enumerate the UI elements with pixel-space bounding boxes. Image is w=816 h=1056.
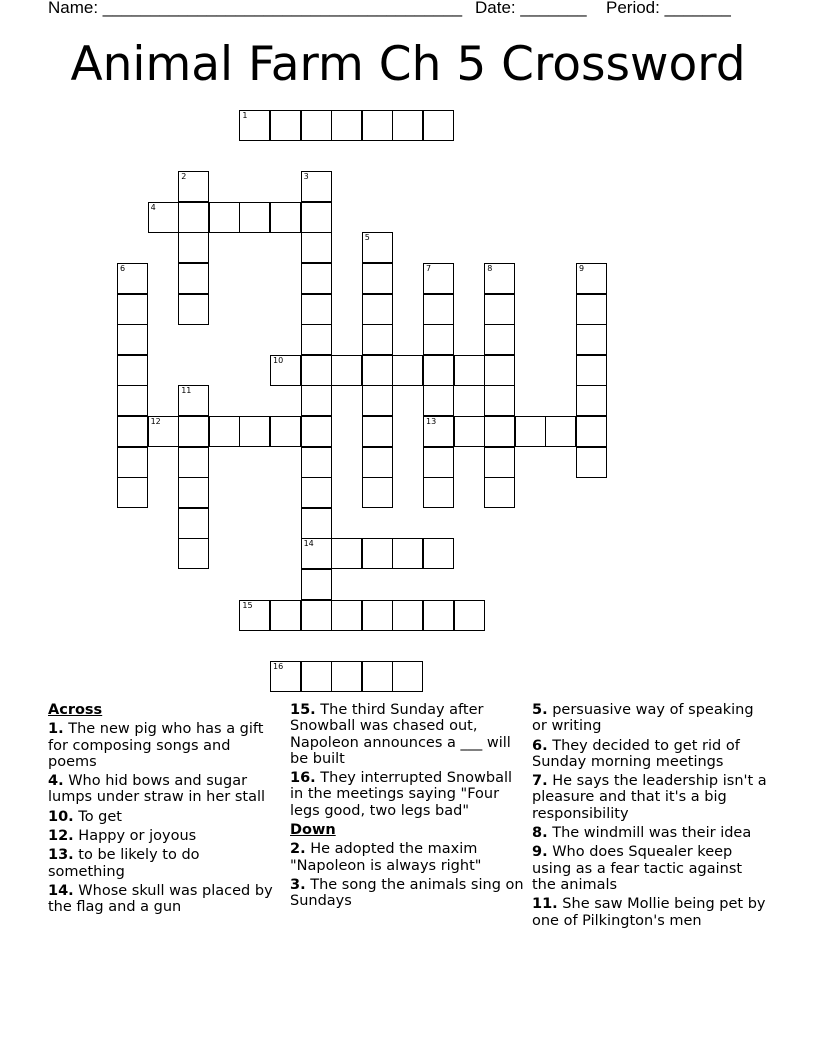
grid-cell[interactable] [362,232,393,263]
clue-number: 10. [48,808,74,825]
grid-cell[interactable] [239,416,270,447]
grid-cell[interactable] [484,416,515,447]
clue-number: 7. [532,773,548,790]
grid-cell[interactable] [148,416,179,447]
grid-cell[interactable] [362,294,393,325]
grid-cell[interactable] [178,447,209,478]
grid-cell[interactable] [178,416,209,447]
grid-cell[interactable] [484,294,515,325]
clue-number: 10 [273,355,284,365]
grid-cell[interactable] [362,263,393,294]
grid-cell[interactable] [423,447,454,478]
clue-number: 3 [303,172,309,182]
grid-cell[interactable] [423,294,454,325]
clue-text: Whose skull was placed by the flag and a gun [48,882,273,916]
clue-number: 3. [290,876,306,893]
grid-cell[interactable] [362,661,393,692]
grid-cell[interactable] [484,263,515,294]
clue-number: 5. [532,702,548,718]
grid-cell[interactable] [423,324,454,355]
grid-cell[interactable] [301,263,332,294]
grid-cell[interactable] [117,324,148,355]
grid-cell[interactable] [484,477,515,508]
clue-number: 16. [290,770,316,787]
grid-cell[interactable] [331,661,362,692]
grid-cell[interactable] [148,202,179,233]
clue-item [532,896,768,929]
period-field[interactable]: Period: _______ [606,0,731,17]
clue-number: 9. [532,844,548,861]
across-heading: Across [48,702,103,718]
clue-text: He says the leadership isn't a pleasure and that it's a big responsibility [532,773,767,822]
grid-cell[interactable] [301,569,332,600]
grid-cell[interactable] [117,416,148,447]
grid-cell[interactable] [239,202,270,233]
grid-cell[interactable] [270,110,301,141]
clue-item [532,738,768,771]
grid-cell[interactable] [423,355,454,386]
grid-cell[interactable] [576,355,607,386]
grid-cell[interactable] [362,416,393,447]
grid-cell[interactable] [178,171,209,202]
grid-cell[interactable] [392,661,423,692]
clue-text: Happy or joyous [73,828,197,845]
clue-text: She saw Mollie being pet by one of Pilkington's men [532,896,766,929]
clue-text: The third Sunday after Snowball was chased out, Napoleon announces a ___ will be built [290,702,511,767]
grid-cell[interactable] [178,232,209,263]
grid-cell[interactable] [484,324,515,355]
grid-cell[interactable] [301,110,332,141]
clue-number: 4. [48,773,64,790]
clue-number: 14. [48,882,74,899]
grid-cell[interactable] [423,416,454,447]
clue-text: They decided to get rid of Sunday morning meetings [532,737,740,770]
clue-text: The song the animals sing on Sundays [290,876,524,910]
down-heading: Down [290,822,336,839]
grid-cell[interactable] [270,661,301,692]
grid-cell[interactable] [484,447,515,478]
clue-item [532,844,768,893]
clues-column-1 [48,702,276,919]
clue-item [48,809,276,825]
grid-cell[interactable] [301,477,332,508]
grid-cell[interactable] [178,202,209,233]
grid-cell[interactable] [239,110,270,141]
date-field[interactable]: Date: _______ [475,0,587,17]
grid-cell[interactable] [576,447,607,478]
grid-cell[interactable] [117,355,148,386]
grid-cell[interactable] [484,355,515,386]
grid-cell[interactable] [576,324,607,355]
grid-cell[interactable] [331,355,362,386]
grid-cell[interactable] [423,600,454,631]
clue-item [48,883,276,916]
grid-cell[interactable] [178,538,209,569]
clue-item [532,702,768,735]
grid-cell[interactable] [362,538,393,569]
name-field[interactable]: Name: ______________________________________ [48,0,463,17]
clue-text: The windmill was their idea [547,825,752,842]
clue-text: persuasive way of speaking or writing [532,702,754,735]
grid-cell[interactable] [301,600,332,631]
grid-cell[interactable] [270,416,301,447]
clue-number: 13. [48,847,74,864]
grid-cell[interactable] [117,263,148,294]
grid-cell[interactable] [331,110,362,141]
grid-cell[interactable] [392,538,423,569]
grid-cell[interactable] [301,355,332,386]
grid-cell[interactable] [576,385,607,416]
grid-cell[interactable] [362,477,393,508]
clue-item [290,841,524,874]
clue-text: They interrupted Snowball in the meetings saying "Four legs good, two legs bad" [290,770,513,819]
clue-item [532,773,768,822]
grid-cell[interactable] [362,385,393,416]
grid-cell[interactable] [454,416,485,447]
grid-cell[interactable] [423,385,454,416]
grid-cell[interactable] [178,263,209,294]
clue-number: 15. [290,702,316,718]
clue-number: 11. [532,896,558,913]
clue-number: 13 [426,417,437,426]
grid-cell[interactable] [270,355,301,386]
grid-cell[interactable] [576,416,607,447]
clue-item [48,773,276,806]
clue-text: The new pig who has a gift for composing songs and poems [48,721,264,770]
clue-item [532,825,768,841]
clue-number: 1. [48,721,64,738]
grid-cell[interactable] [362,447,393,478]
grid-cell[interactable] [362,355,393,386]
grid-cell[interactable] [117,385,148,416]
grid-cell[interactable] [270,600,301,631]
grid-cell[interactable] [545,416,576,447]
clue-number: 9 [579,264,585,273]
grid-cell[interactable] [423,263,454,294]
grid-cell[interactable] [301,661,332,692]
clues-column-3 [532,702,768,932]
grid-cell[interactable] [301,538,332,569]
clue-text: Who does Squealer keep using as a fear tactic against the animals [532,844,743,893]
clue-number: 8 [487,264,493,273]
clue-number: 2 [181,172,187,182]
grid-cell[interactable] [362,600,393,631]
grid-cell[interactable] [178,477,209,508]
grid-cell[interactable] [301,294,332,325]
clue-number: 11 [181,386,192,396]
clue-number: 7 [426,264,432,273]
grid-cell[interactable] [209,416,240,447]
grid-cell[interactable] [301,171,332,202]
clue-number: 12. [48,828,74,845]
grid-cell[interactable] [423,538,454,569]
clue-number: 16 [273,661,284,671]
clue-number: 15 [242,600,253,610]
grid-cell[interactable] [301,324,332,355]
grid-cell[interactable] [515,416,546,447]
grid-cell[interactable] [484,385,515,416]
clues-column-2 [290,702,524,913]
clue-text: He adopted the maxim "Napoleon is always right" [290,841,482,874]
grid-cell[interactable] [392,110,423,141]
clue-text: To get [73,808,122,825]
clue-item [48,721,276,770]
clue-text: to be likely to do something [48,847,200,880]
grid-cell[interactable] [301,202,332,233]
clue-number: 6. [532,737,548,754]
grid-cell[interactable] [454,600,485,631]
clue-item [290,770,524,819]
page-title: Animal Farm Ch 5 Crossword [70,37,746,92]
clue-item [48,828,276,844]
grid-cell[interactable] [270,202,301,233]
clue-item [290,702,524,767]
grid-cell[interactable] [454,355,485,386]
grid-cell[interactable] [301,416,332,447]
grid-cell[interactable] [362,110,393,141]
grid-cell[interactable] [301,385,332,416]
clue-number: 1 [242,111,248,120]
grid-cell[interactable] [576,294,607,325]
clue-item [290,877,524,910]
grid-cell[interactable] [301,447,332,478]
grid-cell[interactable] [362,324,393,355]
clue-number: 8. [532,825,548,842]
clue-item [48,847,276,880]
grid-cell[interactable] [392,355,423,386]
grid-cell[interactable] [117,447,148,478]
grid-cell[interactable] [331,538,362,569]
clue-number: 12 [150,417,161,426]
clue-number: 6 [120,264,126,273]
grid-cell[interactable] [209,202,240,233]
clue-text: Who hid bows and sugar lumps under straw in her stall [48,773,266,806]
grid-cell[interactable] [178,294,209,325]
grid-cell[interactable] [301,508,332,539]
grid-cell[interactable] [117,294,148,325]
grid-cell[interactable] [331,600,362,631]
grid-cell[interactable] [178,385,209,416]
grid-cell[interactable] [423,110,454,141]
clue-number: 4 [150,202,156,212]
clue-number: 14 [303,539,314,549]
clue-number: 2. [290,841,306,858]
grid-cell[interactable] [423,477,454,508]
clue-number: 5 [364,233,370,243]
grid-cell[interactable] [178,508,209,539]
grid-cell[interactable] [117,477,148,508]
grid-cell[interactable] [239,600,270,631]
grid-cell[interactable] [301,232,332,263]
grid-cell[interactable] [392,600,423,631]
grid-cell[interactable] [576,263,607,294]
